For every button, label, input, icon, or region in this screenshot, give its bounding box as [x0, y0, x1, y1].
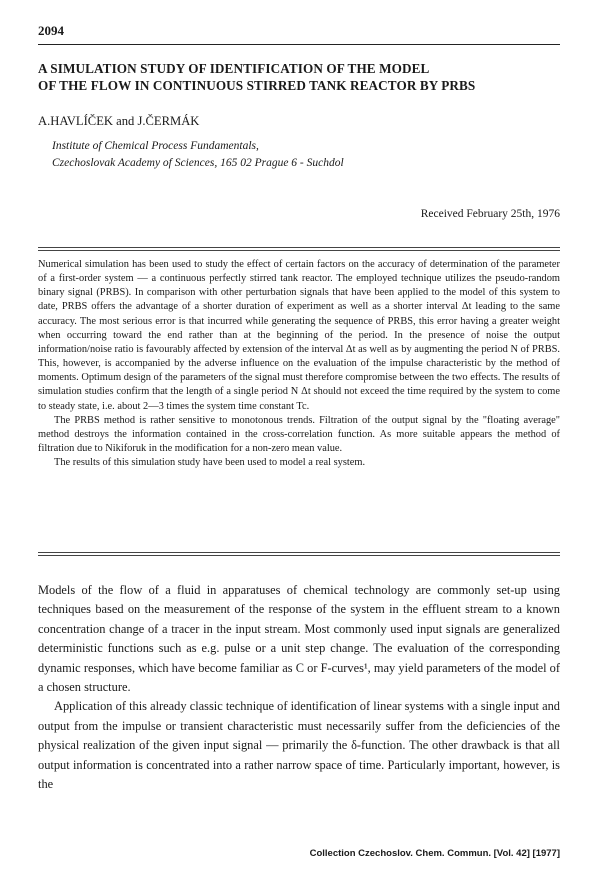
abstract-bottom-rule [38, 552, 560, 553]
abstract-paragraph-1: Numerical simulation has been used to study the effect of certain factors on the accuracy of determination of the parameter of a first-order system — a continuous perfectly stirred tank reactor. The employed technique utilizes the pseudo-random binary signal (PRBS). In comparison with other perturbation signals that have been applied to the model of this system to date, PRBS offers the advantage of a shorter duration of experiment as well as a shorter interval Δt leading to the same accuracy. The most serious error is that incurred while generating the sequence of PRBS, this error having a greater weight when occurring toward the end rather than at the beginning of the period. In the presence of noise the output information/noise ratio is favourably affected by extension of the interval Δt as well as by augmenting the period N of PRBS. This, however, is accompanied by the adverse influence on the evaluation of the impulse characteristic by the method of moments. Optimum design of the parameters of the signal must therefore compromise between the two effects. The results of simulation studies confirm that the length of a single period N Δt should not exceed the time required by the system to come to steady state, i.e. about 2—3 times the system time constant Tc. [38, 259, 560, 412]
affiliation-line-2: Czechoslovak Academy of Sciences, 165 02 Prague 6 - Suchdol [52, 157, 344, 169]
authors: A.HAVLÍČEK and J.ČERMÁK [38, 114, 200, 128]
body-paragraph-2: Application of this already classic technique of identification of linear systems with a single input and output from the impulse or transient characteristic must necessarily suffer from the deficiencies of the physical realization of the given input signal — primarily the δ-function. The other drawback is that all output information is concentrated into a rather narrow space of time. Particularly important, however, is the [38, 699, 560, 792]
page-number: 2094 [38, 23, 64, 38]
abstract-top-rule-2 [38, 250, 560, 251]
article-title [38, 60, 560, 94]
abstract-paragraph-2: The PRBS method is rather sensitive to monotonous trends. Filtration of the output signal by the "floating average" method destroys the information contained in the cross-correlation function. As more suitable appears the method of filtration due to Nikiforuk in the modification for a non-zero mean value. [38, 414, 560, 455]
body-text [38, 581, 560, 794]
affiliation [52, 138, 344, 172]
received-date: Received February 25th, 1976 [420, 208, 560, 220]
abstract-bottom-rule-2 [38, 555, 560, 556]
title-line-2: OF THE FLOW IN CONTINUOUS STIRRED TANK REACTOR BY PRBS [38, 78, 476, 93]
header-rule [38, 44, 560, 45]
title-line-1: A SIMULATION STUDY OF IDENTIFICATION OF THE MODEL [38, 61, 430, 76]
abstract-top-rule [38, 247, 560, 248]
affiliation-line-1: Institute of Chemical Process Fundamentals, [52, 140, 259, 152]
abstract-paragraph-3: The results of this simulation study have been used to model a real system. [54, 457, 366, 469]
journal-footer: Collection Czechoslov. Chem. Commun. [Vol. 42] [1977] [309, 848, 560, 859]
abstract [38, 258, 560, 470]
body-paragraph-1: Models of the flow of a fluid in apparatuses of chemical technology are commonly set-up using techniques based on the measurement of the response of the system in the effluent stream to a known concentration change of a tracer in the input stream. Most commonly used input signals are generalized deterministic functions such as e.g. pulse or a unit step change. The evaluation of the corresponding dynamic responses, which have become familiar as C or F-curves¹, may yield parameters of the model of a chosen structure. [38, 583, 560, 695]
